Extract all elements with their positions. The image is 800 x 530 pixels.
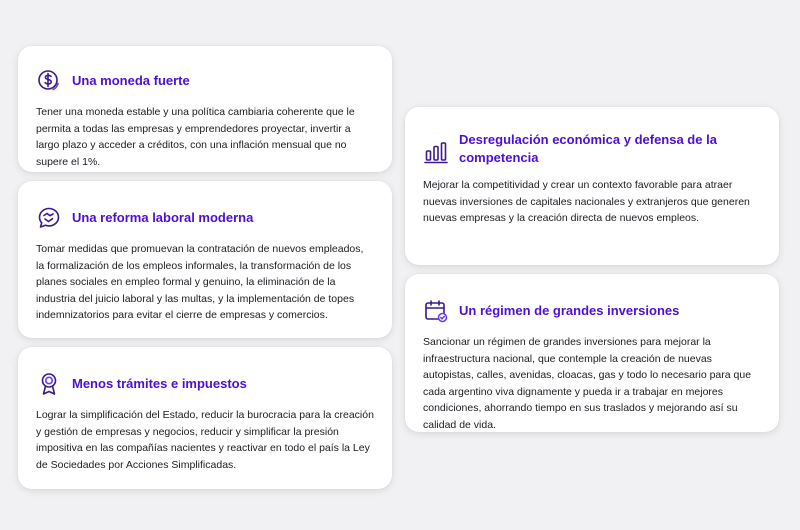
card-text: Tomar medidas que promuevan la contratación de nuevos empleados, la formalización de los empleos informales, la transformación de los planes sociales en empleo formal y genuino, la eliminación de la industria del juicio laboral y las multas, y la implementación de topes indemnizatorios para evitar el cierre de empresas y comercios. <box>36 243 364 321</box>
card-text: Lograr la simplificación del Estado, reducir la burocracia para la creación y gestión de empresas y negocios, reducir y simplificar la presión impositiva en las compañías nacientes y reactivar en todo el país la Ley de Sociedades por Acciones Simplificadas. <box>36 409 374 471</box>
card-header <box>36 68 374 94</box>
card-title: Una moneda fuerte <box>72 73 190 88</box>
card-desregulacion <box>405 107 779 265</box>
card-reforma-laboral <box>18 181 392 338</box>
card-title: Una reforma laboral moderna <box>72 210 254 225</box>
award-ribbon-icon <box>36 371 62 397</box>
card-moneda-fuerte <box>18 46 392 172</box>
card-header <box>423 298 761 324</box>
card-title: Un régimen de grandes inversiones <box>459 303 680 318</box>
card-text: Sancionar un régimen de grandes inversiones para mejorar la infraestructura nacional, que contemple la creación de nuevas autopistas, calles, avenidas, cloacas, gas y todo lo necesario para que cada argentino viva dignamente y pueda ir a trabajar en mejores condiciones, ahorrando tiempo en sus traslados y mejorando así su calidad de vida. <box>423 336 752 431</box>
calendar-check-icon <box>423 298 449 324</box>
card-header <box>423 131 761 167</box>
card-title: Menos trámites e impuestos <box>72 376 247 391</box>
card-text: Tener una moneda estable y una política cambiaria coherente que le permita a todas las empresas y emprendedores proyectar, invertir a largo plazo y acceder a créditos, con una inflación mensual que no supere el 1%. <box>36 106 355 168</box>
handshake-chat-icon <box>36 205 62 231</box>
card-menos-tramites <box>18 347 392 489</box>
card-regimen-inversiones <box>405 274 779 432</box>
card-header <box>36 371 374 397</box>
dollar-coin-icon <box>36 68 62 94</box>
card-title: Desregulación económica y defensa de la competencia <box>459 132 717 165</box>
card-header <box>36 205 374 231</box>
card-text: Mejorar la competitividad y crear un contexto favorable para atraer nuevas inversiones de capitales nacionales y extranjeros que generen nuevas empresas y la creación directa de nuevos empleos. <box>423 179 750 224</box>
bar-chart-icon <box>423 139 449 165</box>
